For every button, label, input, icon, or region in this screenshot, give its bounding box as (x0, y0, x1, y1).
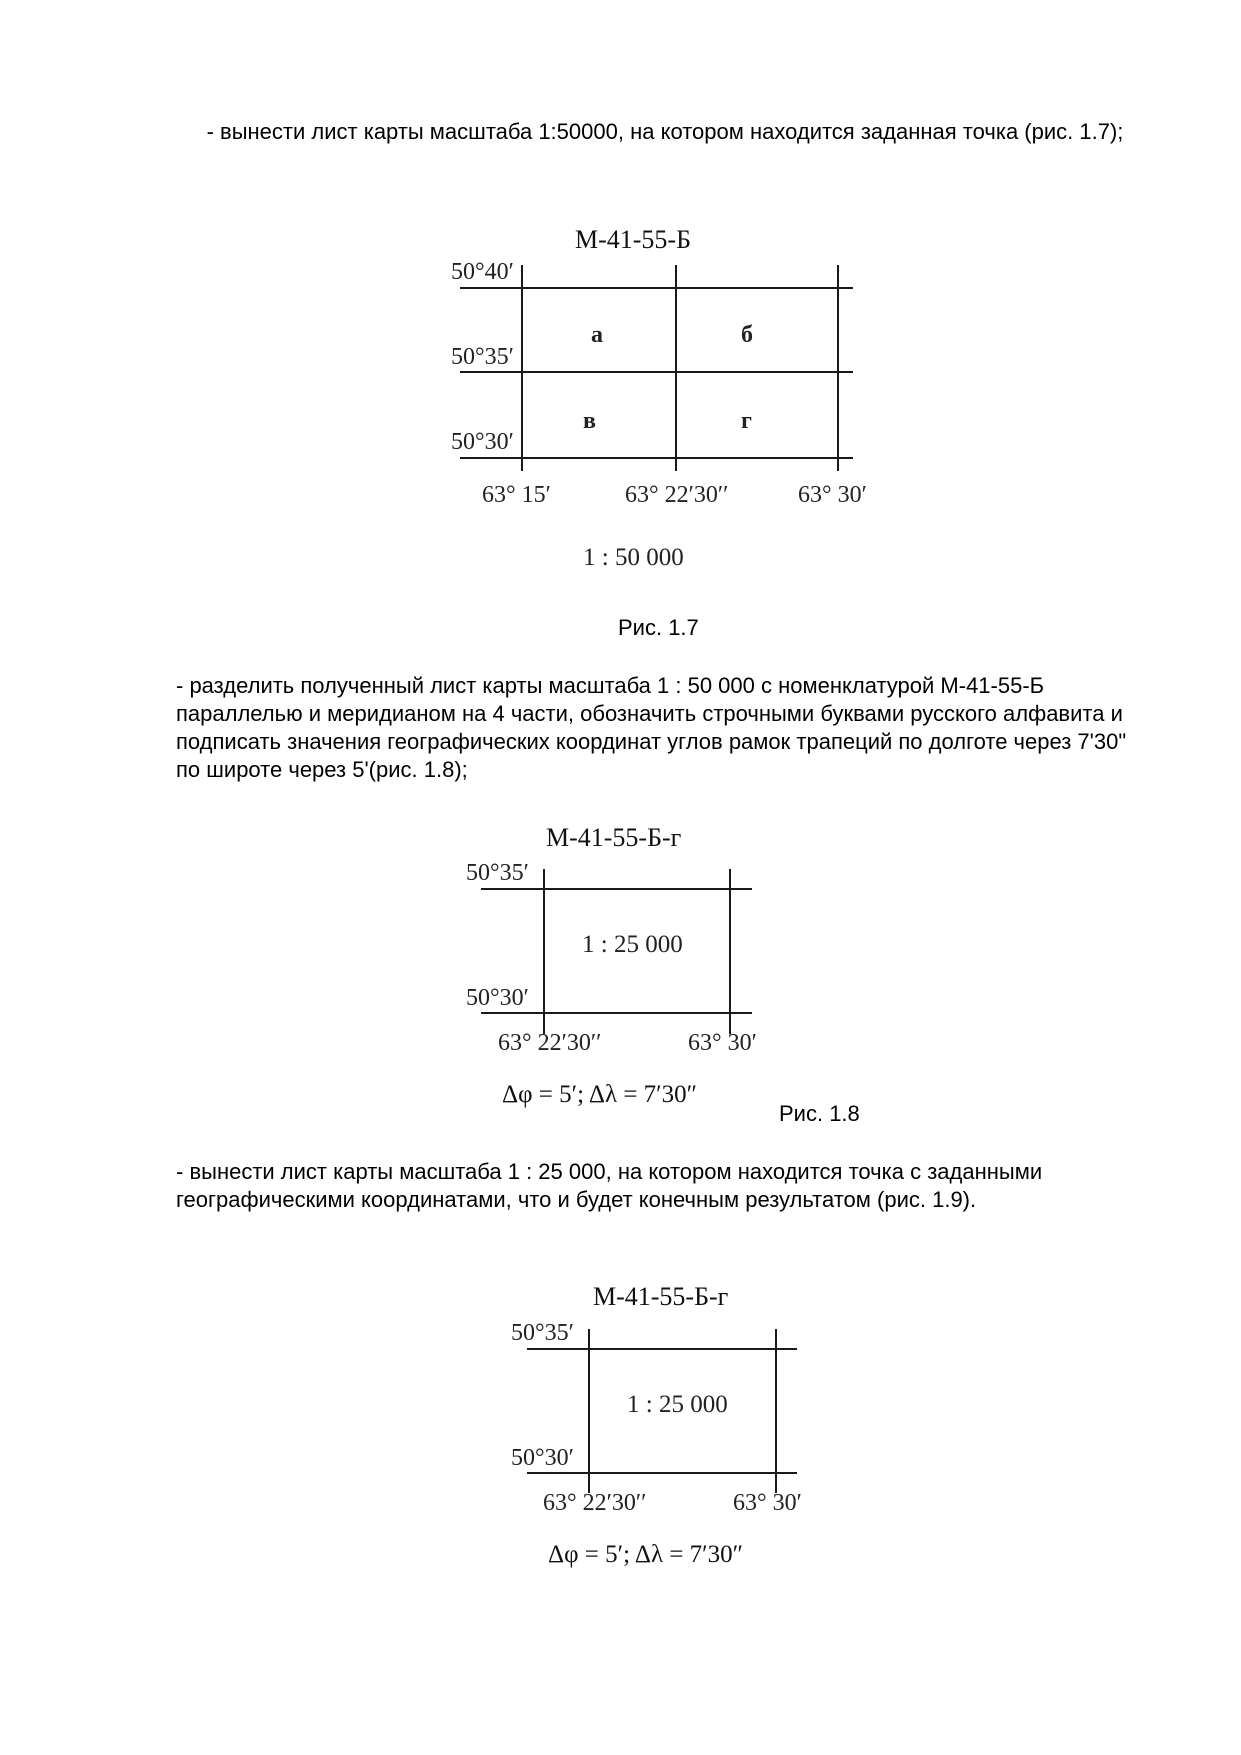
fig17-lon-label: 63° 30′ (798, 482, 867, 508)
paragraph-3: - вынести лист карты масштаба 1 : 25 000, на котором находится точка с заданными географическими координатами, что и будет конечным результатом (рис. 1.9). (176, 1159, 1043, 1212)
fig17-meridian-middle (675, 265, 677, 471)
fig17-parallel-north (460, 287, 853, 289)
fig18-parallel-south (481, 1012, 752, 1014)
fig18-scale: 1 : 25 000 (582, 931, 683, 958)
fig19-parallel-north (527, 1348, 797, 1350)
paragraph-2: - разделить полученный лист карты масштаба 1 : 50 000 с номенклатурой М-41-55-Б параллелью и меридианом на 4 части, обозначить строчными буквами русского алфавита и подписать значения географических координат углов рамок трапеций по долготе через 7'30" по широте через 5'(рис. 1.8); (176, 673, 1127, 782)
fig19-formula: Δφ = 5′; Δλ = 7′30″ (548, 1541, 744, 1568)
fig18-caption: Рис. 1.8 (779, 1101, 860, 1126)
paragraph-1: - вынести лист карты масштаба 1:50000, на котором находится заданная точка (рис. 1.7); (206, 119, 1124, 144)
fig17-lat-label: 50°40′ (451, 259, 514, 285)
fig17-cell-v: в (583, 408, 596, 434)
fig18-formula: Δφ = 5′; Δλ = 7′30″ (502, 1081, 698, 1108)
fig17-meridian-east (837, 265, 839, 471)
fig19-parallel-south (527, 1472, 797, 1474)
fig19-lon-label: 63° 22′30′′ (543, 1490, 647, 1516)
fig18-title: М-41-55-Б-г (546, 823, 682, 852)
fig17-lon-label: 63° 22′30′′ (625, 482, 729, 508)
fig18-lon-label: 63° 30′ (688, 1030, 757, 1056)
fig18-lon-label: 63° 22′30′′ (498, 1030, 602, 1056)
fig17-lon-label: 63° 15′ (482, 482, 551, 508)
fig19-meridian-west (588, 1329, 590, 1493)
fig17-cell-a: а (591, 322, 603, 348)
fig17-cell-g: г (741, 408, 752, 434)
fig17-cell-b: б (741, 322, 753, 348)
fig19-lat-label: 50°35′ (511, 1320, 574, 1346)
fig17-meridian-west (521, 265, 523, 471)
fig17-caption: Рис. 1.7 (618, 615, 699, 640)
fig18-meridian-east (729, 869, 731, 1034)
fig19-lat-label: 50°30′ (511, 1445, 574, 1471)
fig19-lon-label: 63° 30′ (733, 1490, 802, 1516)
fig17-lat-label: 50°35′ (451, 344, 514, 370)
fig18-parallel-north (481, 888, 752, 890)
fig19-meridian-east (775, 1329, 777, 1493)
fig18-lat-label: 50°30′ (466, 985, 529, 1011)
fig17-parallel-south (460, 457, 853, 459)
fig18-meridian-west (543, 869, 545, 1034)
fig19-scale: 1 : 25 000 (627, 1391, 728, 1418)
fig17-scale: 1 : 50 000 (583, 544, 684, 571)
fig18-lat-label: 50°35′ (466, 860, 529, 886)
fig19-title: М-41-55-Б-г (593, 1282, 729, 1311)
fig17-lat-label: 50°30′ (451, 429, 514, 455)
fig17-title: М-41-55-Б (575, 225, 692, 254)
fig17-parallel-middle (460, 371, 853, 373)
